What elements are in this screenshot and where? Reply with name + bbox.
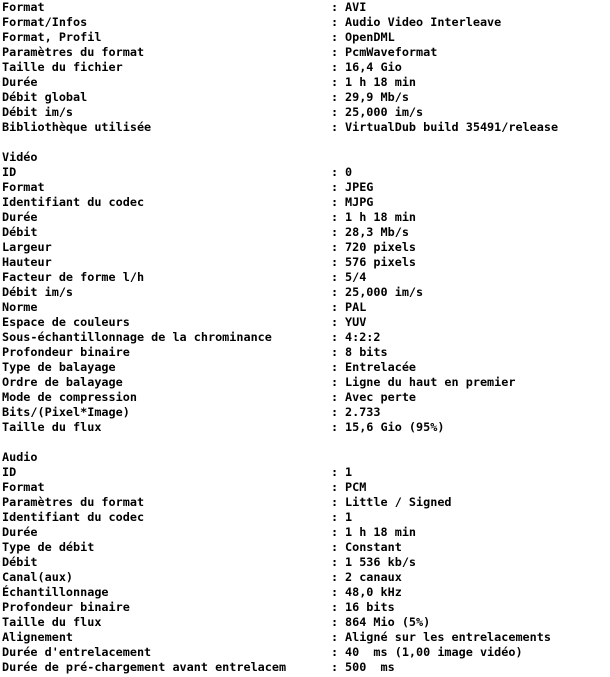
info-row (2, 285, 608, 300)
info-row (2, 645, 608, 660)
info-key: Durée (2, 210, 38, 224)
info-separator: : (331, 570, 339, 584)
info-key: Largeur (2, 240, 52, 254)
info-key: Format/Infos (2, 15, 88, 29)
info-key: Durée (2, 75, 38, 89)
info-value: 28,3 Mb/s (345, 225, 409, 239)
info-value: PAL (345, 300, 367, 314)
info-value: YUV (345, 315, 367, 329)
info-separator: : (331, 120, 339, 134)
info-row (2, 345, 608, 360)
info-row (2, 600, 608, 615)
info-key: Identifiant du codec (2, 195, 145, 209)
info-row (2, 240, 608, 255)
info-row (2, 330, 608, 345)
info-value: 29,9 Mb/s (345, 90, 409, 104)
info-row (2, 360, 608, 375)
info-value: 40 ms (1,00 image vidéo) (345, 645, 523, 659)
info-value: 48,0 kHz (345, 585, 402, 599)
info-row (2, 570, 608, 585)
info-value: 2 canaux (345, 570, 402, 584)
info-key: Format (2, 180, 45, 194)
info-row (2, 660, 608, 675)
general-section (2, 0, 608, 135)
info-value: 1 536 kb/s (345, 555, 417, 569)
video-section-title: Vidéo (2, 150, 38, 164)
info-row (2, 255, 608, 270)
info-value: Entrelacée (345, 360, 417, 374)
info-value: 1 (345, 510, 353, 524)
info-separator: : (331, 90, 339, 104)
info-separator: : (331, 330, 339, 344)
info-value: 8 bits (345, 345, 388, 359)
info-row (2, 90, 608, 105)
info-key: Type de balayage (2, 360, 116, 374)
info-value: Audio Video Interleave (345, 15, 502, 29)
info-value: 576 pixels (345, 255, 417, 269)
info-value: 25,000 im/s (345, 285, 424, 299)
info-separator: : (331, 180, 339, 194)
audio-section-title: Audio (2, 450, 38, 464)
info-row (2, 210, 608, 225)
info-row (2, 75, 608, 90)
info-key: Canal(aux) (2, 570, 74, 584)
audio-section (2, 450, 608, 675)
info-separator: : (331, 390, 339, 404)
info-value: JPEG (345, 180, 374, 194)
info-key: Facteur de forme l/h (2, 270, 145, 284)
info-separator: : (331, 510, 339, 524)
media-info-report (2, 0, 608, 675)
info-value: MJPG (345, 195, 374, 209)
info-row (2, 615, 608, 630)
info-value: Ligne du haut en premier (345, 375, 516, 389)
info-value: VirtualDub build 35491/release (345, 120, 559, 134)
info-value: 4:2:2 (345, 330, 381, 344)
info-key: Norme (2, 300, 38, 314)
info-key: Bits/(Pixel*Image) (2, 405, 130, 419)
info-row (2, 315, 608, 330)
info-separator: : (331, 45, 339, 59)
info-row (2, 555, 608, 570)
info-value: Avec perte (345, 390, 417, 404)
info-row (2, 630, 608, 645)
info-key: Débit im/s (2, 105, 74, 119)
info-separator: : (331, 270, 339, 284)
info-value: Aligné sur les entrelacements (345, 630, 551, 644)
info-separator: : (331, 600, 339, 614)
info-key: Débit im/s (2, 285, 74, 299)
info-key: Hauteur (2, 255, 52, 269)
info-separator: : (331, 75, 339, 89)
info-separator: : (331, 30, 339, 44)
info-key: Format (2, 0, 45, 14)
info-value: 1 (345, 465, 353, 479)
info-separator: : (331, 60, 339, 74)
info-separator: : (331, 555, 339, 569)
info-row (2, 300, 608, 315)
info-key: Profondeur binaire (2, 600, 130, 614)
info-row (2, 510, 608, 525)
info-value: 500 ms (345, 660, 395, 674)
info-separator: : (331, 405, 339, 419)
info-key: Taille du fichier (2, 60, 123, 74)
info-separator: : (331, 585, 339, 599)
info-key: Débit global (2, 90, 88, 104)
info-key: Sous-échantillonnage de la chrominance (2, 330, 272, 344)
info-key: Durée d'entrelacement (2, 645, 152, 659)
info-row (2, 180, 608, 195)
info-row (2, 420, 608, 435)
info-value: 0 (345, 165, 353, 179)
info-value: 720 pixels (345, 240, 417, 254)
info-key: Mode de compression (2, 390, 137, 404)
info-value: 1 h 18 min (345, 210, 417, 224)
info-key: Type de débit (2, 540, 95, 554)
info-value: 25,000 im/s (345, 105, 424, 119)
info-key: Profondeur binaire (2, 345, 130, 359)
info-row (2, 585, 608, 600)
info-key: Échantillonnage (2, 585, 109, 599)
info-separator: : (331, 660, 339, 674)
info-row (2, 30, 608, 45)
info-value: AVI (345, 0, 367, 14)
info-separator: : (331, 630, 339, 644)
info-key: Débit (2, 225, 38, 239)
info-key: Durée de pré-chargement avant entrelacem (2, 660, 287, 674)
info-separator: : (331, 225, 339, 239)
info-row (2, 480, 608, 495)
info-row (2, 105, 608, 120)
info-value: 5/4 (345, 270, 367, 284)
info-key: Taille du flux (2, 420, 102, 434)
info-value: 864 Mio (5%) (345, 615, 431, 629)
info-separator: : (331, 255, 339, 269)
info-separator: : (331, 105, 339, 119)
info-value: 1 h 18 min (345, 525, 417, 539)
info-separator: : (331, 210, 339, 224)
info-row (2, 0, 608, 15)
info-row (2, 540, 608, 555)
info-separator: : (331, 345, 339, 359)
info-value: 16,4 Gio (345, 60, 402, 74)
info-value: 15,6 Gio (95%) (345, 420, 445, 434)
info-key: Bibliothèque utilisée (2, 120, 152, 134)
info-row (2, 525, 608, 540)
info-value: Constant (345, 540, 402, 554)
info-row (2, 390, 608, 405)
info-separator: : (331, 645, 339, 659)
info-row (2, 195, 608, 210)
info-row (2, 405, 608, 420)
info-separator: : (331, 480, 339, 494)
info-separator: : (331, 0, 339, 14)
info-key: Paramètres du format (2, 495, 145, 509)
info-row (2, 465, 608, 480)
info-separator: : (331, 15, 339, 29)
info-key: Ordre de balayage (2, 375, 123, 389)
info-separator: : (331, 465, 339, 479)
info-key: Alignement (2, 630, 74, 644)
info-separator: : (331, 195, 339, 209)
info-separator: : (331, 420, 339, 434)
info-separator: : (331, 240, 339, 254)
info-row (2, 15, 608, 30)
info-separator: : (331, 375, 339, 389)
info-row (2, 375, 608, 390)
video-section (2, 150, 608, 435)
info-row (2, 165, 608, 180)
info-key: Taille du flux (2, 615, 102, 629)
info-separator: : (331, 315, 339, 329)
info-key: ID (2, 465, 17, 479)
info-value: 1 h 18 min (345, 75, 417, 89)
info-row (2, 120, 608, 135)
info-key: Format, Profil (2, 30, 102, 44)
info-separator: : (331, 285, 339, 299)
info-row (2, 225, 608, 240)
info-row (2, 45, 608, 60)
info-value: Little / Signed (345, 495, 452, 509)
info-separator: : (331, 360, 339, 374)
info-separator: : (331, 300, 339, 314)
info-key: Débit (2, 555, 38, 569)
info-separator: : (331, 540, 339, 554)
info-key: Espace de couleurs (2, 315, 130, 329)
info-value: 2.733 (345, 405, 381, 419)
info-separator: : (331, 495, 339, 509)
info-row (2, 270, 608, 285)
info-key: Identifiant du codec (2, 510, 145, 524)
info-value: PcmWaveformat (345, 45, 438, 59)
info-key: Durée (2, 525, 38, 539)
info-key: Paramètres du format (2, 45, 145, 59)
info-row (2, 495, 608, 510)
info-separator: : (331, 525, 339, 539)
info-value: PCM (345, 480, 367, 494)
info-value: 16 bits (345, 600, 395, 614)
info-key: Format (2, 480, 45, 494)
info-value: OpenDML (345, 30, 395, 44)
info-row (2, 60, 608, 75)
info-separator: : (331, 615, 339, 629)
info-separator: : (331, 165, 339, 179)
info-key: ID (2, 165, 17, 179)
